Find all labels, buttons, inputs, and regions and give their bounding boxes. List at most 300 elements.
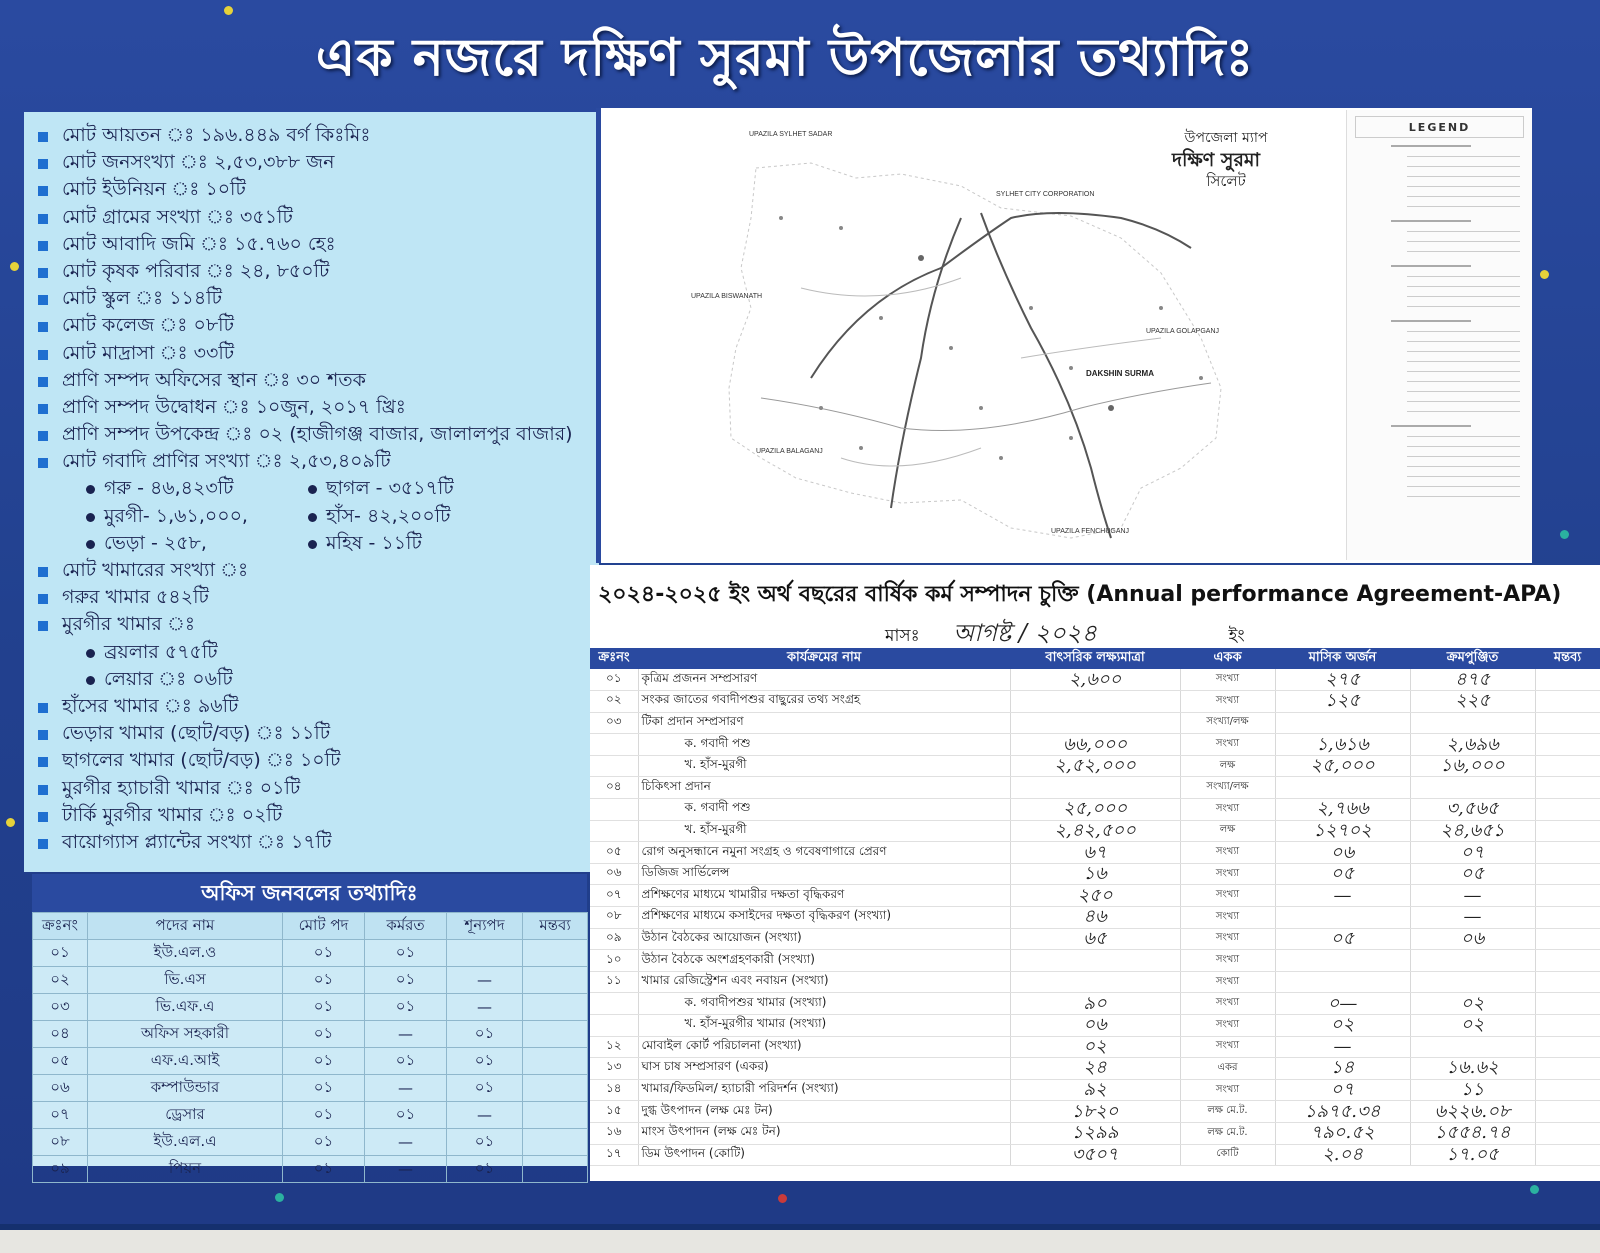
apa-cell: ১২৭০২	[1275, 820, 1410, 842]
apa-cell: ১৩	[590, 1058, 638, 1080]
apa-row	[590, 691, 1600, 713]
apa-cell	[1410, 971, 1535, 993]
apa-cell: ০৭	[1410, 842, 1535, 864]
fact-item: প্রাণি সম্পদ উদ্বোধন ঃ ১০জুন, ২০১৭ খ্রিঃ	[38, 394, 598, 421]
staff-cell: ০১	[283, 1129, 365, 1156]
fact-item: ভেড়ার খামার (ছোট/বড়) ঃ ১১টি	[38, 720, 598, 747]
column-header: ক্রমপুঞ্জিত	[1410, 648, 1535, 669]
apa-cell: ৬৫	[1010, 928, 1180, 950]
apa-cell: ২,৭৬৬	[1275, 799, 1410, 821]
apa-cell	[1535, 820, 1600, 842]
apa-cell	[1010, 712, 1180, 734]
apa-cell: ৪৬	[1010, 907, 1180, 929]
staff-row	[33, 1156, 588, 1183]
fact-item: মোট ইউনিয়ন ঃ ১০টি	[38, 176, 598, 203]
apa-cell: সংখ্যা	[1180, 885, 1275, 907]
staff-cell: ০১	[283, 940, 365, 967]
apa-cell: ৬৭	[1010, 842, 1180, 864]
apa-cell	[1535, 863, 1600, 885]
apa-cell: সংখ্যা	[1180, 669, 1275, 691]
apa-cell: রোগ অনুসন্ধানে নমুনা সংগ্রহ ও গবেষণাগারে প্রেরণ	[638, 842, 1010, 864]
staff-title: অফিস জনবলের তথ্যাদিঃ	[32, 874, 587, 912]
apa-cell	[590, 1015, 638, 1037]
apa-cell	[1010, 950, 1180, 972]
apa-row	[590, 928, 1600, 950]
apa-cell: ১৫৫৪.৭৪	[1410, 1122, 1535, 1144]
apa-cell: ৪৭৫	[1410, 669, 1535, 691]
upazila-boundary	[729, 163, 1221, 538]
apa-cell	[590, 734, 638, 756]
apa-cell: সংখ্যা	[1180, 1036, 1275, 1058]
map-legend	[1346, 110, 1532, 560]
apa-cell: ০৭	[590, 885, 638, 907]
apa-row	[590, 1015, 1600, 1037]
apa-cell: —	[1275, 885, 1410, 907]
apa-header-row	[590, 648, 1600, 669]
staff-row	[33, 1021, 588, 1048]
apa-cell: ১৪	[1275, 1058, 1410, 1080]
apa-cell	[590, 799, 638, 821]
column-header: ক্রঃনং	[590, 648, 638, 669]
apa-row	[590, 1101, 1600, 1123]
pin-icon	[224, 6, 233, 15]
map-label: UPAZILA GOLAPGANJ	[1146, 328, 1220, 335]
apa-row	[590, 842, 1600, 864]
apa-row	[590, 907, 1600, 929]
staff-cell	[447, 940, 523, 967]
apa-cell: সংখ্যা	[1180, 863, 1275, 885]
apa-cell: সংখ্যা	[1180, 993, 1275, 1015]
apa-cell: ১২৯৯	[1010, 1122, 1180, 1144]
apa-cell: সংখ্যা	[1180, 691, 1275, 713]
map-label: UPAZILA BISWANATH	[691, 293, 763, 300]
livestock-item: ভেড়া - ২৫৮,	[86, 530, 308, 557]
apa-cell: ক. গবাদী পশু	[638, 799, 1010, 821]
apa-cell: ২.০৪	[1275, 1144, 1410, 1166]
poultry-item: লেয়ার ঃ ০৬টি	[86, 666, 233, 693]
apa-cell: ২৪	[1010, 1058, 1180, 1080]
column-header: কর্মরত	[365, 913, 447, 940]
fact-item: মোট মাদ্রাসা ঃ ৩৩টি	[38, 340, 598, 367]
fact-item: মোট খামারের সংখ্যা ঃ	[38, 557, 598, 584]
apa-cell: ১১	[1410, 1079, 1535, 1101]
apa-cell: দুগ্ধ উৎপাদন (লক্ষ মেঃ টন)	[638, 1101, 1010, 1123]
staff-cell: —	[365, 1075, 447, 1102]
apa-cell: ক. গবাদীপশুর খামার (সংখ্যা)	[638, 993, 1010, 1015]
apa-cell	[1535, 1144, 1600, 1166]
fact-item: হাঁসের খামার ঃ ৯৬টি	[38, 693, 598, 720]
apa-cell: —	[1275, 1036, 1410, 1058]
staff-row	[33, 940, 588, 967]
apa-cell: ক. গবাদী পশু	[638, 734, 1010, 756]
apa-cell: ০৫	[590, 842, 638, 864]
column-header: পদের নাম	[88, 913, 283, 940]
apa-row	[590, 1058, 1600, 1080]
staff-row	[33, 994, 588, 1021]
apa-row	[590, 863, 1600, 885]
pin-icon	[778, 1194, 787, 1203]
apa-cell: ০—	[1275, 993, 1410, 1015]
wall-strip	[0, 1230, 1600, 1253]
apa-cell	[1535, 1015, 1600, 1037]
apa-cell: টিকা প্রদান সম্প্রসারণ	[638, 712, 1010, 734]
apa-cell	[1535, 928, 1600, 950]
apa-cell	[1535, 799, 1600, 821]
apa-cell: ০২	[1010, 1036, 1180, 1058]
column-header: শূন্যপদ	[447, 913, 523, 940]
staff-cell: ভি.এফ.এ	[88, 994, 283, 1021]
map-label: UPAZILA SYLHET SADAR	[749, 131, 833, 138]
apa-cell: ৩,৫৬৫	[1410, 799, 1535, 821]
page-title: এক নজরে দক্ষিণ সুরমা উপজেলার তথ্যাদিঃ	[315, 28, 1255, 88]
apa-cell: ০৩	[590, 712, 638, 734]
fact-item: টার্কি মুরগীর খামার ঃ ০২টি	[38, 802, 598, 829]
apa-cell	[1410, 777, 1535, 799]
apa-cell	[1535, 1058, 1600, 1080]
apa-row	[590, 993, 1600, 1015]
apa-cell: ০২	[590, 691, 638, 713]
staff-cell: ইউ.এল.এ	[88, 1129, 283, 1156]
apa-cell	[1535, 1079, 1600, 1101]
apa-cell: ১৮২০	[1010, 1101, 1180, 1123]
apa-cell: ২,৬৯৬	[1410, 734, 1535, 756]
apa-cell	[1275, 712, 1410, 734]
apa-cell: উঠান বৈঠকের আয়োজন (সংখ্যা)	[638, 928, 1010, 950]
apa-cell: ২৫০	[1010, 885, 1180, 907]
staff-cell: ড্রেসার	[88, 1102, 283, 1129]
apa-cell: ০৬	[1010, 1015, 1180, 1037]
apa-cell: ২৫,০০০	[1010, 799, 1180, 821]
apa-cell	[1535, 842, 1600, 864]
apa-cell: ০৫	[1275, 863, 1410, 885]
map-label: UPAZILA BALAGANJ	[756, 448, 823, 455]
apa-cell: মাংস উৎপাদন (লক্ষ মেঃ টন)	[638, 1122, 1010, 1144]
staff-cell: ০১	[365, 940, 447, 967]
staff-cell: ০১	[365, 1048, 447, 1075]
apa-cell: কৃত্রিম প্রজনন সম্প্রসারণ	[638, 669, 1010, 691]
apa-cell	[1410, 950, 1535, 972]
staff-row	[33, 967, 588, 994]
apa-cell: ০৭	[1275, 1079, 1410, 1101]
apa-cell: ২৭৫	[1275, 669, 1410, 691]
apa-cell: খ. হাঁস-মুরগী	[638, 755, 1010, 777]
fact-item: মোট গ্রামের সংখ্যা ঃ ৩৫১টি	[38, 204, 598, 231]
apa-row	[590, 1144, 1600, 1166]
apa-cell: ডিম উৎপাদন (কোটি)	[638, 1144, 1010, 1166]
apa-cell: ২,৫২,০০০	[1010, 755, 1180, 777]
apa-cell	[1535, 993, 1600, 1015]
apa-cell: সংখ্যা	[1180, 734, 1275, 756]
fact-item: মুরগীর হ্যাচারী খামার ঃ ০১টি	[38, 775, 598, 802]
livestock-item: গরু - ৪৬,৪২৩টি	[86, 475, 308, 502]
apa-cell: সংখ্যা/লক্ষ	[1180, 777, 1275, 799]
apa-cell: ১৬	[1010, 863, 1180, 885]
apa-row	[590, 971, 1600, 993]
apa-cell	[1535, 691, 1600, 713]
staff-cell	[523, 1129, 588, 1156]
livestock-row	[38, 530, 598, 557]
legend-title: LEGEND	[1355, 116, 1524, 138]
apa-cell: ০২	[1275, 1015, 1410, 1037]
apa-cell: সংখ্যা/লক্ষ	[1180, 712, 1275, 734]
apa-cell: ০৫	[1275, 928, 1410, 950]
apa-cell	[1535, 885, 1600, 907]
map-heading: উপজেলা ম্যাপ	[1184, 130, 1268, 146]
apa-cell: ০২	[1410, 993, 1535, 1015]
apa-cell: ২৫,০০০	[1275, 755, 1410, 777]
livestock-item: হাঁস- ৪২,২০০টি	[308, 503, 451, 530]
apa-cell	[1410, 1036, 1535, 1058]
apa-cell: মোবাইল কোর্ট পরিচালনা (সংখ্যা)	[638, 1036, 1010, 1058]
apa-cell	[590, 993, 638, 1015]
apa-cell: ১৬	[590, 1122, 638, 1144]
fact-item: মোট আবাদি জমি ঃ ১৫.৭৬০ হেঃ	[38, 231, 598, 258]
fact-item: প্রাণি সম্পদ অফিসের স্থান ঃ ৩০ শতক	[38, 367, 598, 394]
fact-item: বায়োগ্যাস প্ল্যান্টের সংখ্যা ঃ ১৭টি	[38, 829, 598, 856]
staff-cell: ০১	[447, 1021, 523, 1048]
apa-cell: কোটি	[1180, 1144, 1275, 1166]
livestock-item: মুরগী- ১,৬১,০০০,	[86, 503, 308, 530]
staff-table	[32, 912, 588, 1183]
apa-cell	[1535, 777, 1600, 799]
map-heading: সিলেট	[1206, 172, 1246, 190]
staff-cell: ০১	[447, 1156, 523, 1183]
apa-cell	[590, 820, 638, 842]
apa-row	[590, 1122, 1600, 1144]
apa-row	[590, 734, 1600, 756]
apa-cell: খ. হাঁস-মুরগীর খামার (সংখ্যা)	[638, 1015, 1010, 1037]
apa-cell: ০৬	[1410, 928, 1535, 950]
apa-title: ২০২৪-২০২৫ ইং অর্থ বছরের বার্ষিক কর্ম সম্পাদন চুক্তি (Annual performance Agreement-APA)	[598, 582, 1562, 607]
staff-cell	[523, 1102, 588, 1129]
column-header: বাৎসরিক লক্ষ্যমাত্রা	[1010, 648, 1180, 669]
apa-cell: সংখ্যা	[1180, 971, 1275, 993]
apa-cell: ০১	[590, 669, 638, 691]
month-label: মাসঃ	[885, 626, 920, 646]
livestock-row	[38, 503, 598, 530]
apa-cell	[1410, 712, 1535, 734]
fact-item: মোট আয়তন ঃ ১৯৬.৪৪৯ বর্গ কিঃমিঃ	[38, 122, 598, 149]
apa-cell: লক্ষ মে.ট.	[1180, 1122, 1275, 1144]
apa-table	[590, 648, 1600, 1166]
apa-row	[590, 1036, 1600, 1058]
staff-cell	[523, 1075, 588, 1102]
apa-cell: ২২৫	[1410, 691, 1535, 713]
fact-item: মোট কলেজ ঃ ০৮টি	[38, 312, 598, 339]
apa-cell: খামার/ফিডমিল/ হ্যাচারী পরিদর্শন (সংখ্যা)	[638, 1079, 1010, 1101]
apa-cell: উঠান বৈঠকে অংশগ্রহণকারী (সংখ্যা)	[638, 950, 1010, 972]
apa-cell	[1010, 777, 1180, 799]
apa-cell: ৩৫০৭	[1010, 1144, 1180, 1166]
pin-icon	[1540, 270, 1549, 279]
apa-cell	[1275, 971, 1410, 993]
apa-cell: ১৭	[590, 1144, 638, 1166]
staff-header-row	[33, 913, 588, 940]
staff-cell: ০৬	[33, 1075, 88, 1102]
apa-cell: ৬৬,০০০	[1010, 734, 1180, 756]
column-header: মাসিক অর্জন	[1275, 648, 1410, 669]
staff-cell: ০৩	[33, 994, 88, 1021]
pin-icon	[1530, 1185, 1539, 1194]
apa-cell: লক্ষ মে.ট.	[1180, 1101, 1275, 1123]
apa-row	[590, 712, 1600, 734]
apa-cell: ৯২	[1010, 1079, 1180, 1101]
livestock-item: মহিষ - ১১টি	[308, 530, 422, 557]
apa-cell	[1275, 950, 1410, 972]
staff-cell: ০১	[447, 1048, 523, 1075]
staff-row	[33, 1048, 588, 1075]
apa-cell: ১২	[590, 1036, 638, 1058]
apa-cell: সংখ্যা	[1180, 950, 1275, 972]
staff-cell: ০১	[283, 1021, 365, 1048]
fact-item: মোট জনসংখ্যা ঃ ২,৫৩,৩৮৮ জন	[38, 149, 598, 176]
staff-cell: ০১	[283, 1156, 365, 1183]
apa-cell: ডিজিজ সার্ভিলেন্স	[638, 863, 1010, 885]
apa-cell: ৭৯০.৫২	[1275, 1122, 1410, 1144]
apa-cell: ০৪	[590, 777, 638, 799]
month-value: আগষ্ট / ২০২৪	[953, 619, 1097, 647]
staff-cell: ইউ.এল.ও	[88, 940, 283, 967]
apa-cell: লক্ষ	[1180, 820, 1275, 842]
fact-item: মোট স্কুল ঃ ১১৪টি	[38, 285, 598, 312]
staff-cell: ০৯	[33, 1156, 88, 1183]
poultry-item: ব্রয়লার ৫৭৫টি	[86, 639, 218, 666]
apa-cell: ২৪,৬৫১	[1410, 820, 1535, 842]
staff-cell: ০১	[283, 967, 365, 994]
apa-row	[590, 1079, 1600, 1101]
apa-cell: একর	[1180, 1058, 1275, 1080]
staff-cell: ০২	[33, 967, 88, 994]
pin-icon	[10, 262, 19, 271]
staff-cell: ০৫	[33, 1048, 88, 1075]
apa-cell: ৯০	[1010, 993, 1180, 1015]
apa-row	[590, 777, 1600, 799]
apa-cell: লক্ষ	[1180, 755, 1275, 777]
apa-cell: সংখ্যা	[1180, 799, 1275, 821]
staff-cell: অফিস সহকারী	[88, 1021, 283, 1048]
pin-icon	[275, 1193, 284, 1202]
poultry-row	[38, 639, 598, 666]
staff-cell: ০১	[283, 1048, 365, 1075]
staff-row	[33, 1075, 588, 1102]
pin-icon	[1560, 530, 1569, 539]
road-line	[761, 383, 1211, 431]
staff-cell	[523, 967, 588, 994]
apa-cell: ১,৬১৬	[1275, 734, 1410, 756]
staff-cell	[523, 1156, 588, 1183]
apa-row	[590, 669, 1600, 691]
staff-cell: এফ.এ.আই	[88, 1048, 283, 1075]
apa-cell	[1535, 950, 1600, 972]
staff-cell: ০৪	[33, 1021, 88, 1048]
staff-cell: ০৮	[33, 1129, 88, 1156]
staff-cell: পিয়ন	[88, 1156, 283, 1183]
staff-cell: —	[447, 1102, 523, 1129]
staff-cell: ০১	[365, 1102, 447, 1129]
staff-cell	[523, 940, 588, 967]
apa-cell: ১৯৭৫.৩৪	[1275, 1101, 1410, 1123]
fact-item: মোট কৃষক পরিবার ঃ ২৪, ৮৫০টি	[38, 258, 598, 285]
staff-cell: ০১	[283, 1075, 365, 1102]
apa-cell	[1535, 971, 1600, 993]
apa-cell	[1535, 712, 1600, 734]
livestock-row	[38, 475, 598, 502]
apa-cell	[1535, 1036, 1600, 1058]
staff-cell	[523, 1048, 588, 1075]
apa-cell: সংখ্যা	[1180, 1015, 1275, 1037]
staff-cell: —	[365, 1021, 447, 1048]
staff-cell: —	[447, 994, 523, 1021]
apa-cell: —	[1410, 885, 1535, 907]
apa-row	[590, 755, 1600, 777]
apa-row	[590, 885, 1600, 907]
month-suffix: ইং	[1228, 626, 1245, 646]
map-label: SYLHET CITY CORPORATION	[996, 191, 1095, 198]
apa-cell	[1535, 907, 1600, 929]
staff-cell: ভি.এস	[88, 967, 283, 994]
apa-row	[590, 799, 1600, 821]
apa-cell	[1535, 669, 1600, 691]
fact-item: গরুর খামার ৫৪২টি	[38, 584, 598, 611]
apa-cell: ১৬.৬২	[1410, 1058, 1535, 1080]
map-label: UPAZILA FENCHUGANJ	[1051, 528, 1130, 535]
staff-cell: কম্পাউন্ডার	[88, 1075, 283, 1102]
fact-item: প্রাণি সম্পদ উপকেন্দ্র ঃ ০২ (হাজীগঞ্জ বাজার, জালালপুর বাজার)	[38, 421, 598, 448]
staff-cell: ০১	[447, 1075, 523, 1102]
staff-row	[33, 1102, 588, 1129]
fact-item: ছাগলের খামার (ছোট/বড়) ঃ ১০টি	[38, 747, 598, 774]
apa-cell	[1010, 971, 1180, 993]
apa-row	[590, 820, 1600, 842]
apa-cell: ১২৫	[1275, 691, 1410, 713]
staff-cell	[523, 1021, 588, 1048]
apa-cell: ১০	[590, 950, 638, 972]
fact-item: মুরগীর খামার ঃ	[38, 611, 598, 638]
map-label: DAKSHIN SURMA	[1086, 369, 1154, 378]
pin-icon	[6, 818, 15, 827]
apa-cell: ০২	[1410, 1015, 1535, 1037]
staff-cell: ০১	[33, 940, 88, 967]
apa-cell	[1535, 1122, 1600, 1144]
map-panel	[596, 108, 1532, 563]
apa-cell: ২,৪২,৫০০	[1010, 820, 1180, 842]
column-header: মন্তব্য	[523, 913, 588, 940]
facts-list	[38, 122, 598, 856]
staff-cell: ০৭	[33, 1102, 88, 1129]
fact-item: মোট গবাদি প্রাণির সংখ্যা ঃ ২,৫৩,৪০৯টি	[38, 448, 598, 475]
apa-cell: ৬২২৬.০৮	[1410, 1101, 1535, 1123]
facts-panel	[24, 112, 599, 872]
apa-cell: সংখ্যা	[1180, 842, 1275, 864]
apa-cell: ঘাস চাষ সম্প্রসারণ (একর)	[638, 1058, 1010, 1080]
apa-panel	[590, 565, 1600, 1181]
apa-cell: ০৮	[590, 907, 638, 929]
apa-cell: ০৬	[1275, 842, 1410, 864]
apa-cell: খামার রেজিস্ট্রেশন এবং নবায়ন (সংখ্যা)	[638, 971, 1010, 993]
apa-cell	[1535, 734, 1600, 756]
apa-cell: সংখ্যা	[1180, 928, 1275, 950]
apa-cell: —	[1410, 907, 1535, 929]
column-header: ক্রঃনং	[33, 913, 88, 940]
staff-cell: ০১	[447, 1129, 523, 1156]
apa-cell	[1275, 907, 1410, 929]
apa-cell	[1275, 777, 1410, 799]
apa-cell: সংখ্যা	[1180, 1079, 1275, 1101]
apa-cell: প্রশিক্ষণের মাধ্যমে কসাইদের দক্ষতা বৃদ্ধিকরণ (সংখ্যা)	[638, 907, 1010, 929]
apa-cell	[1010, 691, 1180, 713]
apa-cell: ০৫	[1410, 863, 1535, 885]
apa-cell: ১৪	[590, 1079, 638, 1101]
